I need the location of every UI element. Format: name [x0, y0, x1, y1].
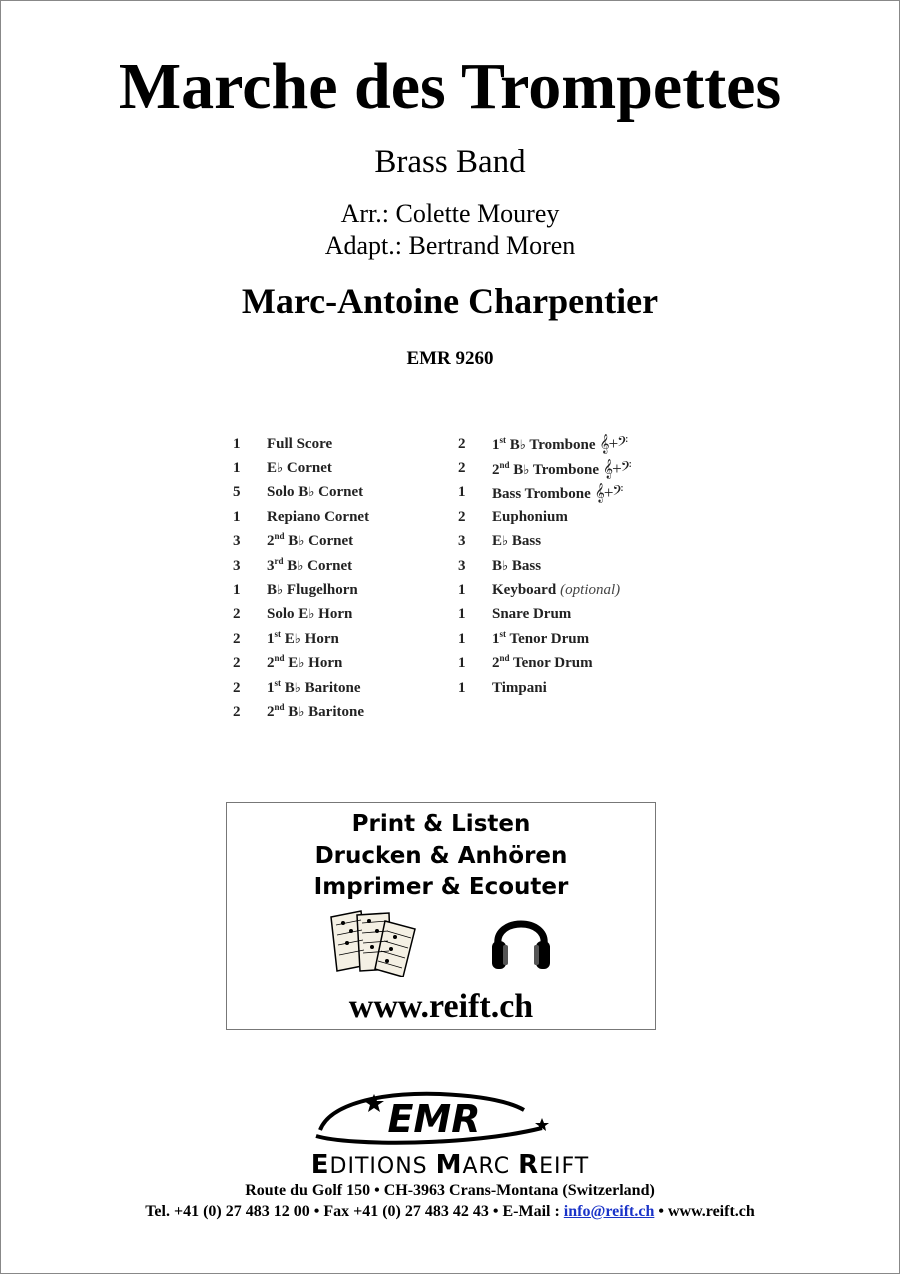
- part-quantity: 3: [458, 557, 466, 574]
- part-key: E: [284, 630, 295, 647]
- part-name: [267, 436, 332, 453]
- part-key: B: [288, 703, 299, 720]
- contact-website[interactable]: • www.reift.ch: [654, 1203, 755, 1220]
- part-quantity: 3: [233, 533, 241, 550]
- part-row: [458, 432, 631, 456]
- part-name: [492, 483, 622, 503]
- part-name: 2nd B♭ Trombone 𝄞+𝄢: [492, 458, 631, 478]
- part-quantity: 1: [458, 606, 466, 623]
- treble-bass-clef-icon: 𝄞+𝄢: [594, 482, 623, 502]
- part-name: 1st Tenor Drum: [492, 628, 590, 647]
- parts-list-left: [233, 432, 369, 725]
- composer-name: Marc-Antoine Charpentier: [241, 281, 659, 321]
- part-quantity: 2: [233, 655, 241, 672]
- part-quantity: 1: [233, 508, 241, 525]
- part-row: [233, 700, 369, 724]
- part-instrument: Bass: [511, 557, 542, 574]
- publisher-name: [0, 1150, 900, 1182]
- publisher-word-eift: EIFT: [539, 1154, 590, 1179]
- part-key: Solo B: [267, 484, 309, 501]
- part-name: 1st B♭ Baritone: [267, 677, 361, 696]
- part-key: B: [267, 582, 278, 599]
- parts-list-right: [458, 432, 631, 700]
- part-quantity: 1: [458, 679, 466, 696]
- part-name: [267, 606, 352, 623]
- part-quantity: 1: [458, 630, 466, 647]
- part-name: 2nd B♭ Cornet: [267, 531, 354, 550]
- part-instrument: Timpani: [492, 679, 547, 696]
- part-name: 2nd Tenor Drum: [492, 653, 593, 672]
- part-instrument: Cornet: [308, 533, 354, 550]
- promo-line-english: Print & Listen: [351, 811, 531, 837]
- part-instrument: Tenor Drum: [513, 655, 593, 672]
- part-row: [233, 456, 369, 480]
- publisher-address: Route du Golf 150 • CH-3963 Crans-Montana (Switzerland): [245, 1182, 655, 1199]
- part-name: 1st E♭ Horn: [267, 628, 339, 647]
- flat-sign-icon: ♭: [298, 655, 305, 671]
- part-key: Solo E: [267, 606, 309, 623]
- part-instrument: Cornet: [318, 484, 364, 501]
- part-row: [233, 432, 369, 456]
- part-name: [492, 533, 541, 550]
- flat-sign-icon: ♭: [523, 461, 530, 477]
- part-name: [267, 460, 332, 477]
- part-key: B: [492, 557, 503, 574]
- contact-phone-fax: Tel. +41 (0) 27 483 12 00 • Fax +41 (0) 27 483 42 43 • E-Mail :: [145, 1203, 564, 1220]
- part-row: [458, 603, 631, 627]
- part-name: 1st B♭ Trombone 𝄞+𝄢: [492, 434, 628, 454]
- sheet-music-icon: [327, 907, 422, 977]
- part-quantity: 1: [233, 435, 241, 452]
- part-quantity: 2: [233, 606, 241, 623]
- part-key: E: [267, 460, 278, 477]
- promo-line-german: Drucken & Anhören: [314, 843, 568, 869]
- part-row: [458, 554, 631, 578]
- page-title: Marche des Trompettes: [118, 50, 782, 123]
- part-instrument: Flugelhorn: [286, 582, 358, 599]
- flat-sign-icon: ♭: [277, 460, 284, 476]
- adapter-credit: Adapt.: Bertrand Moren: [324, 231, 576, 260]
- part-name: [267, 484, 363, 501]
- part-quantity: 2: [233, 703, 241, 720]
- part-instrument: Cornet: [286, 460, 332, 477]
- part-name: [492, 509, 568, 526]
- part-instrument: Repiano Cornet: [267, 508, 370, 525]
- publisher-initial-m: M: [435, 1150, 463, 1180]
- promo-website[interactable]: www.reift.ch: [348, 988, 534, 1025]
- part-row: [233, 578, 369, 602]
- part-row: [233, 554, 369, 578]
- flat-sign-icon: ♭: [294, 630, 301, 646]
- part-instrument: Trombone: [529, 437, 596, 454]
- publisher-word-ditions: DITIONS: [329, 1154, 436, 1179]
- part-quantity: 2: [458, 460, 466, 477]
- publisher-word-arc: ARC: [462, 1154, 519, 1179]
- emr-logo: [310, 1088, 560, 1150]
- part-row: [458, 676, 631, 700]
- flat-sign-icon: ♭: [277, 582, 284, 598]
- email-link[interactable]: info@reift.ch: [563, 1203, 655, 1220]
- flat-sign-icon: ♭: [298, 533, 305, 549]
- part-name: 3rd B♭ Cornet: [267, 555, 353, 574]
- part-instrument: Bass: [511, 533, 542, 550]
- part-optional-note: (optional): [560, 582, 621, 599]
- part-instrument: Horn: [318, 606, 353, 623]
- part-instrument: Trombone: [532, 461, 600, 478]
- part-quantity: 3: [458, 533, 466, 550]
- ensemble-subtitle: Brass Band: [374, 144, 526, 180]
- part-row: [458, 505, 631, 529]
- part-name: 2nd E♭ Horn: [267, 653, 343, 672]
- part-row: [233, 676, 369, 700]
- publisher-initial-e: E: [310, 1150, 330, 1180]
- part-row: [233, 505, 369, 529]
- treble-bass-clef-icon: 𝄞+𝄢: [603, 458, 631, 478]
- part-row: [458, 530, 631, 554]
- part-row: [233, 530, 369, 554]
- flat-sign-icon: ♭: [502, 557, 509, 573]
- flat-sign-icon: ♭: [519, 437, 526, 453]
- part-instrument: Baritone: [304, 679, 361, 696]
- part-name: 2nd B♭ Baritone: [267, 701, 364, 720]
- part-key: E: [492, 533, 503, 550]
- part-quantity: 2: [233, 630, 241, 647]
- part-name: [267, 582, 358, 599]
- part-instrument: Baritone: [308, 703, 364, 720]
- catalog-number: EMR 9260: [406, 348, 494, 369]
- promo-line-french: Imprimer & Ecouter: [313, 874, 569, 900]
- part-quantity: 1: [458, 484, 466, 501]
- publisher-initial-r: R: [518, 1150, 540, 1180]
- part-row: [458, 652, 631, 676]
- flat-sign-icon: ♭: [502, 533, 509, 549]
- flat-sign-icon: ♭: [308, 606, 315, 622]
- part-row: [233, 603, 369, 627]
- part-quantity: 2: [458, 435, 466, 452]
- part-row: [458, 627, 631, 651]
- part-row: [458, 578, 631, 602]
- part-instrument: Cornet: [307, 557, 353, 574]
- publisher-contact: [0, 1201, 900, 1223]
- part-row: [233, 652, 369, 676]
- part-quantity: 1: [233, 460, 241, 477]
- treble-bass-clef-icon: 𝄞+𝄢: [599, 434, 628, 454]
- part-row: [458, 456, 631, 480]
- part-name: [492, 680, 547, 697]
- part-key: B: [513, 461, 524, 478]
- part-quantity: 1: [458, 582, 466, 599]
- part-quantity: 3: [233, 557, 241, 574]
- part-name: [492, 558, 541, 575]
- part-instrument: Keyboard: [492, 582, 557, 599]
- part-instrument: Euphonium: [492, 508, 568, 525]
- part-name: [492, 582, 620, 599]
- part-name: [267, 509, 369, 526]
- part-instrument: Horn: [308, 655, 343, 672]
- part-key: B: [284, 679, 295, 696]
- headphones-icon: [490, 903, 552, 975]
- flat-sign-icon: ♭: [298, 703, 305, 719]
- arranger-credit: Arr.: Colette Mourey: [340, 199, 560, 228]
- part-quantity: 5: [233, 484, 241, 501]
- part-instrument: Snare Drum: [492, 606, 572, 623]
- part-instrument: Horn: [304, 630, 339, 647]
- part-name: [492, 606, 571, 623]
- print-listen-box: [226, 802, 656, 1030]
- part-instrument: Tenor Drum: [509, 630, 590, 647]
- part-quantity: 2: [458, 508, 466, 525]
- part-instrument: Bass Trombone: [492, 485, 591, 502]
- flat-sign-icon: ♭: [308, 484, 315, 500]
- part-quantity: 1: [458, 655, 466, 672]
- flat-sign-icon: ♭: [297, 557, 304, 573]
- flat-sign-icon: ♭: [294, 679, 301, 695]
- part-quantity: 1: [233, 582, 241, 599]
- part-row: [233, 481, 369, 505]
- part-key: E: [288, 655, 299, 672]
- part-row: [233, 627, 369, 651]
- part-key: B: [287, 557, 298, 574]
- part-instrument: Full Score: [267, 435, 333, 452]
- part-key: B: [288, 533, 299, 550]
- part-row: [458, 481, 631, 505]
- part-key: B: [509, 437, 520, 454]
- part-quantity: 2: [233, 679, 241, 696]
- emr-logo-text: EMR: [387, 1097, 481, 1141]
